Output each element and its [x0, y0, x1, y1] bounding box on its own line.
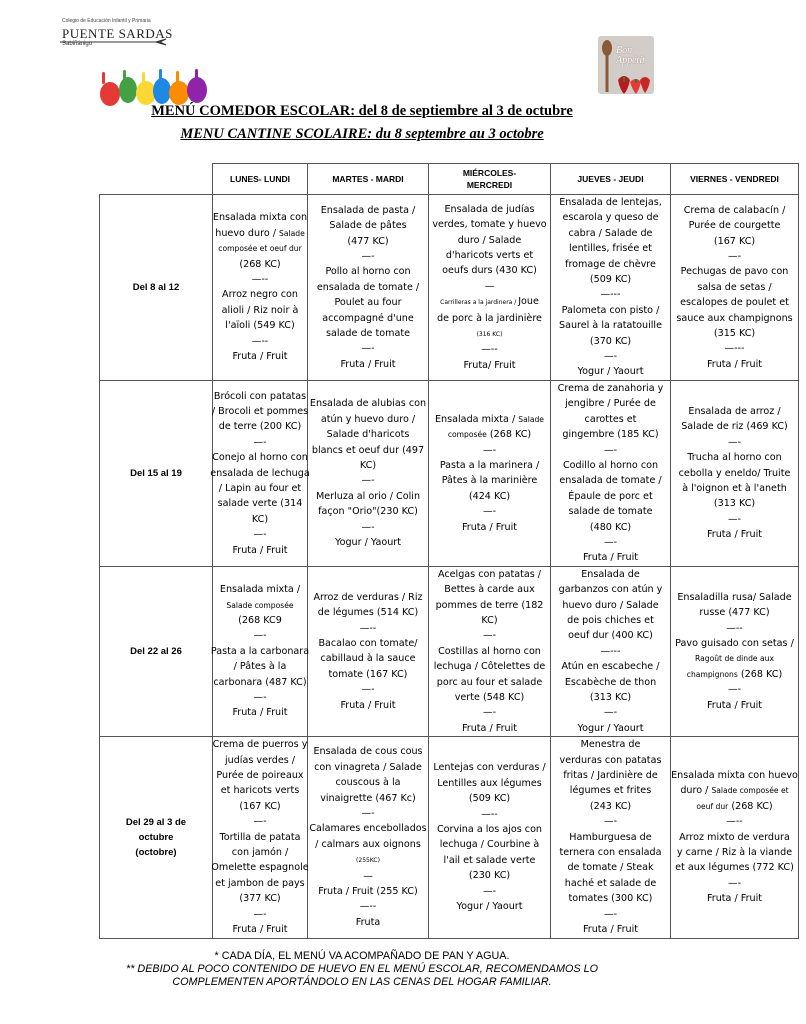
menu-text: [205, 210, 315, 364]
menu-text-segment: (268 KC9 —- Pasta a la carbonara / Pâtes à la carbonara (487 KC) —- Fruta / Fruit: [210, 614, 310, 719]
appetit-text: Appétit: [616, 55, 645, 66]
menu-text-segment: Crema de zanahoria y jengibre / Purée de carottes et gingembre (185 KC) —- Codillo al horno con ensalada de tomate / Épaule de porc et salade de tomate (480 KC) —- Fruta / Fruit: [557, 382, 664, 564]
menu-cell: [213, 737, 308, 938]
menu-cell: [429, 380, 551, 566]
day-header-label: VIERNES - VENDREDI: [690, 174, 779, 184]
menu-cell: [213, 195, 308, 381]
menu-text-segment: Arroz de verduras / Riz de légumes (514 KC) —-- Bacalao con tomate/ cabillaud à la sauce tomate (167 KC) —- Fruta / Fruit: [313, 591, 423, 711]
menu-text-segment: (268 KC) —- Pasta a la marinera / Pâtes à la marinière (424 KC) —- Fruta / Fruit: [439, 429, 540, 533]
menu-cell: [429, 737, 551, 938]
menu-text-segment: — Fruta / Fruit (255 KC) —-- Fruta: [318, 870, 418, 928]
menu-text-segment: Ragoût de dinde aux champignons: [686, 654, 774, 679]
menu-text-segment: Ensalada de lentejas, escarola y queso de cabra / Salade de lentilles, frisée et fromage de chèvre (509 KC) —--- Palometa con pisto / Saurel à la ratatouille (370 KC) —- Yogur / Yaourt: [559, 197, 662, 378]
menu-text-segment: Salade composée et oeuf dur: [218, 228, 305, 254]
menu-text-segment: (316 KC): [476, 330, 503, 338]
week-label-text: Del 22 al 26: [130, 645, 182, 657]
week-label-text: Del 15 al 19: [130, 467, 182, 479]
menu-text: [663, 768, 806, 907]
menu-text: [543, 381, 678, 566]
menu-cell: [671, 566, 799, 736]
day-header: [213, 164, 308, 195]
week-label: [100, 380, 213, 566]
menu-text-segment: Ensalada mixta con huevo duro /: [671, 770, 798, 797]
menu-text-segment: Ensalada de cous cous con vinagreta / Salade couscous à la vinaigrette (467 Kc) —- Calamares encebollados / calmars aux oignons: [309, 746, 427, 850]
title-spanish: MENÚ COMEDOR ESCOLAR: del 8 de septiembre al 3 de octubre: [151, 103, 573, 119]
school-city: Sabiñánigo: [62, 41, 93, 47]
menu-text-segment: Ensalada de arroz / Salade de riz (469 KC) —- Trucha al horno con cebolla y eneldo/ Truite à l'oignon et à l'aneth (313 KC) —- Fruta / Fruit: [678, 405, 791, 541]
menu-text: [205, 582, 315, 721]
menu-cell: [671, 195, 799, 381]
menu-text: [543, 737, 678, 937]
day-header-label: LUNES- LUNDI: [230, 174, 290, 184]
menu-text: [205, 389, 315, 558]
menu-text-segment: Acelgas con patatas / Bettes à carde aux pommes de terre (182 KC) —- Costillas al horno con lechuga / Côtelettes de porc au four et salade verte (548 KC) —- Fruta / Fruit: [433, 568, 546, 734]
corner-cell: [100, 164, 213, 195]
footer-note-bread-water: * CADA DÍA, EL MENÚ VA ACOMPAÑADO DE PAN Y AGUA.: [214, 950, 510, 962]
week-label-text: Del 8 al 12: [132, 281, 180, 293]
menu-text-segment: Salade composée: [226, 600, 294, 610]
menu-text: [543, 195, 678, 380]
menu-text-segment: Carrilleras a la jardinera /: [440, 299, 519, 307]
menu-text-segment: Salade composée: [447, 414, 544, 440]
bon-appetit-logo: [598, 36, 654, 94]
menu-text-segment: (268 KC) —-- Arroz mixto de verdura y carne / Riz à la viande et aux légumes (772 KC) —- Fruta / Fruit: [675, 800, 794, 905]
week-row: [100, 380, 799, 566]
menu-text: [300, 590, 436, 713]
menu-cell: [671, 737, 799, 938]
menu-text: [663, 203, 806, 372]
day-header-label: MIÉRCOLES- MERCREDI: [462, 168, 517, 190]
menu-cell: [551, 737, 671, 938]
school-subtitle: Colegio de Educación Infantil y Primaria: [62, 18, 151, 24]
menu-text-segment: Menestra de verduras con patatas fritas / Jardinière de légumes et frites (243 KC) —- Hamburguesa de ternera con ensalada de tomate / Steak haché et salade de tomates (300 KC) —- Fruta / Fruit: [559, 739, 662, 936]
menu-cell: [308, 737, 429, 938]
day-header: [551, 164, 671, 195]
week-row: [100, 566, 799, 736]
menu-text-segment: Ensalada mixta con huevo duro /: [212, 212, 308, 239]
menu-text-segment: (255KC): [356, 857, 380, 865]
menu-text-segment: —-- Fruta/ Fruit: [463, 344, 516, 371]
footer-note-egg-line2: COMPLEMENTEN APORTÁNDOLO EN LAS CENAS DEL HOGAR FAMILIAR.: [172, 976, 552, 988]
menu-text: [205, 737, 315, 937]
bon-appetit-text: [616, 46, 645, 66]
menu-text: [421, 760, 558, 914]
day-header-label: MARTES - MARDI: [332, 174, 404, 184]
menu-cell: [551, 566, 671, 736]
menu-text-segment: Crema de calabacín / Purée de courgette (167 KC) —- Pechugas de pavo con salsa de setas / escalopes de poulet et sauce aux champignons (315 KC) —--- Fruta / Fruit: [676, 204, 793, 370]
menu-cell: [429, 195, 551, 381]
menu-cell: [210, 566, 310, 736]
menu-text-segment: Ensalada de garbanzos con atún y huevo duro / Salade de pois chiches et oeuf dur (400 KC) —--- Atún en escabeche / Escabèche de thon (313 KC) —- Yogur / Yaourt: [558, 568, 663, 734]
menu-cell: [551, 195, 671, 381]
menu-cell: [210, 380, 310, 566]
menu-text-segment: Ensalada mixta /: [435, 413, 519, 425]
bon-text: Bon: [616, 45, 633, 56]
menu-text: [663, 590, 806, 713]
menu-text-segment: Lentejas con verduras / Lentilles aux légumes (509 KC) —-- Corvina a los ajos con lechuga / Courbine à l'ail et salade verte (230 KC) —- Yogur / Yaourt: [433, 762, 546, 912]
menu-cell: [308, 566, 429, 736]
menu-text-segment: (268 KC) —-- Arroz negro con alioli / Riz noir à l'aïoli (549 KC) —-- Fruta / Fruit: [221, 258, 299, 363]
menu-text-segment: Salade composée et oeuf dur: [696, 786, 789, 811]
school-name: PUENTE SARDAS: [62, 26, 173, 41]
menu-table: [99, 163, 799, 939]
menu-text-segment: Crema de puerros y judías verdes / Purée de poireaux et haricots verts (167 KC) —- Tortilla de patata con jamón / Omelette espagnole et jambon de pays (377 KC) —- Fruta / Fruit: [211, 739, 309, 936]
week-row: [100, 195, 799, 381]
menu-cell: [308, 380, 429, 566]
menu-text: [663, 404, 806, 543]
footer-note-egg-line1: ** DEBIDO AL POCO CONTENIDO DE HUEVO EN EL MENÚ ESCOLAR, RECOMENDAMOS LO: [126, 963, 598, 975]
menu-text: [421, 567, 558, 736]
day-header: [429, 164, 551, 195]
menu-text-segment: Ensalada de judías verdes, tomate y huevo duro / Salade d'haricots verts et oeufs durs (430 KC) —: [432, 203, 547, 292]
menu-text: [421, 202, 558, 373]
menu-text-segment: (268 KC) —- Fruta / Fruit: [706, 668, 783, 711]
menu-text-segment: Brócoli con patatas / Brocoli et pommes de terre (200 KC) —- Conejo al horno con ensalada de lechuga / Lapin au four et salade verte (314 KC) —- Fruta / Fruit: [210, 390, 310, 556]
menu-text: [543, 567, 678, 736]
week-label: [100, 737, 213, 938]
menu-text-segment: Ensalada de pasta / Salade de pâtes (477 KC) —- Pollo al horno con ensalada de tomate / Poulet au four accompagné d'une salade de tomate —- Fruta / Fruit: [316, 204, 420, 370]
day-header: [308, 164, 429, 195]
menu-text-segment: Ensaladilla rusa/ Salade russe (477 KC) —-- Pavo guisado con setas /: [675, 591, 794, 650]
menu-cell: [429, 566, 551, 736]
title-french: MENU CANTINE SCOLAIRE: du 8 septembre au 3 octobre: [180, 126, 544, 142]
day-header: [671, 164, 799, 195]
menu-text-segment: Joue de porc à la jardinière: [437, 296, 542, 324]
week-row: [100, 737, 799, 938]
menu-text-segment: Ensalada de alubias con atún y huevo duro / Salade d'haricots blancs et oeuf dur (497 KC) —- Merluza al orio / Colin façon "Orio"(230 KC) —- Yogur / Yaourt: [309, 398, 427, 548]
menu-text: [421, 412, 558, 535]
week-label: [100, 566, 213, 736]
menu-cell: [551, 380, 671, 566]
menu-text: [300, 203, 436, 372]
week-label-text: Del 29 al 3 de octubre (octobre): [125, 816, 187, 858]
menu-text: [300, 744, 436, 930]
week-label: [100, 195, 213, 381]
day-header-label: JUEVES - JEUDI: [577, 174, 644, 184]
menu-cell: [671, 380, 799, 566]
painted-hands-icon: [96, 66, 214, 108]
menu-text: [300, 396, 436, 550]
menu-text-segment: Ensalada mixta /: [219, 584, 301, 596]
logo-underline-icon: [60, 38, 170, 46]
header-row: [100, 164, 799, 195]
menu-cell: [308, 195, 429, 381]
